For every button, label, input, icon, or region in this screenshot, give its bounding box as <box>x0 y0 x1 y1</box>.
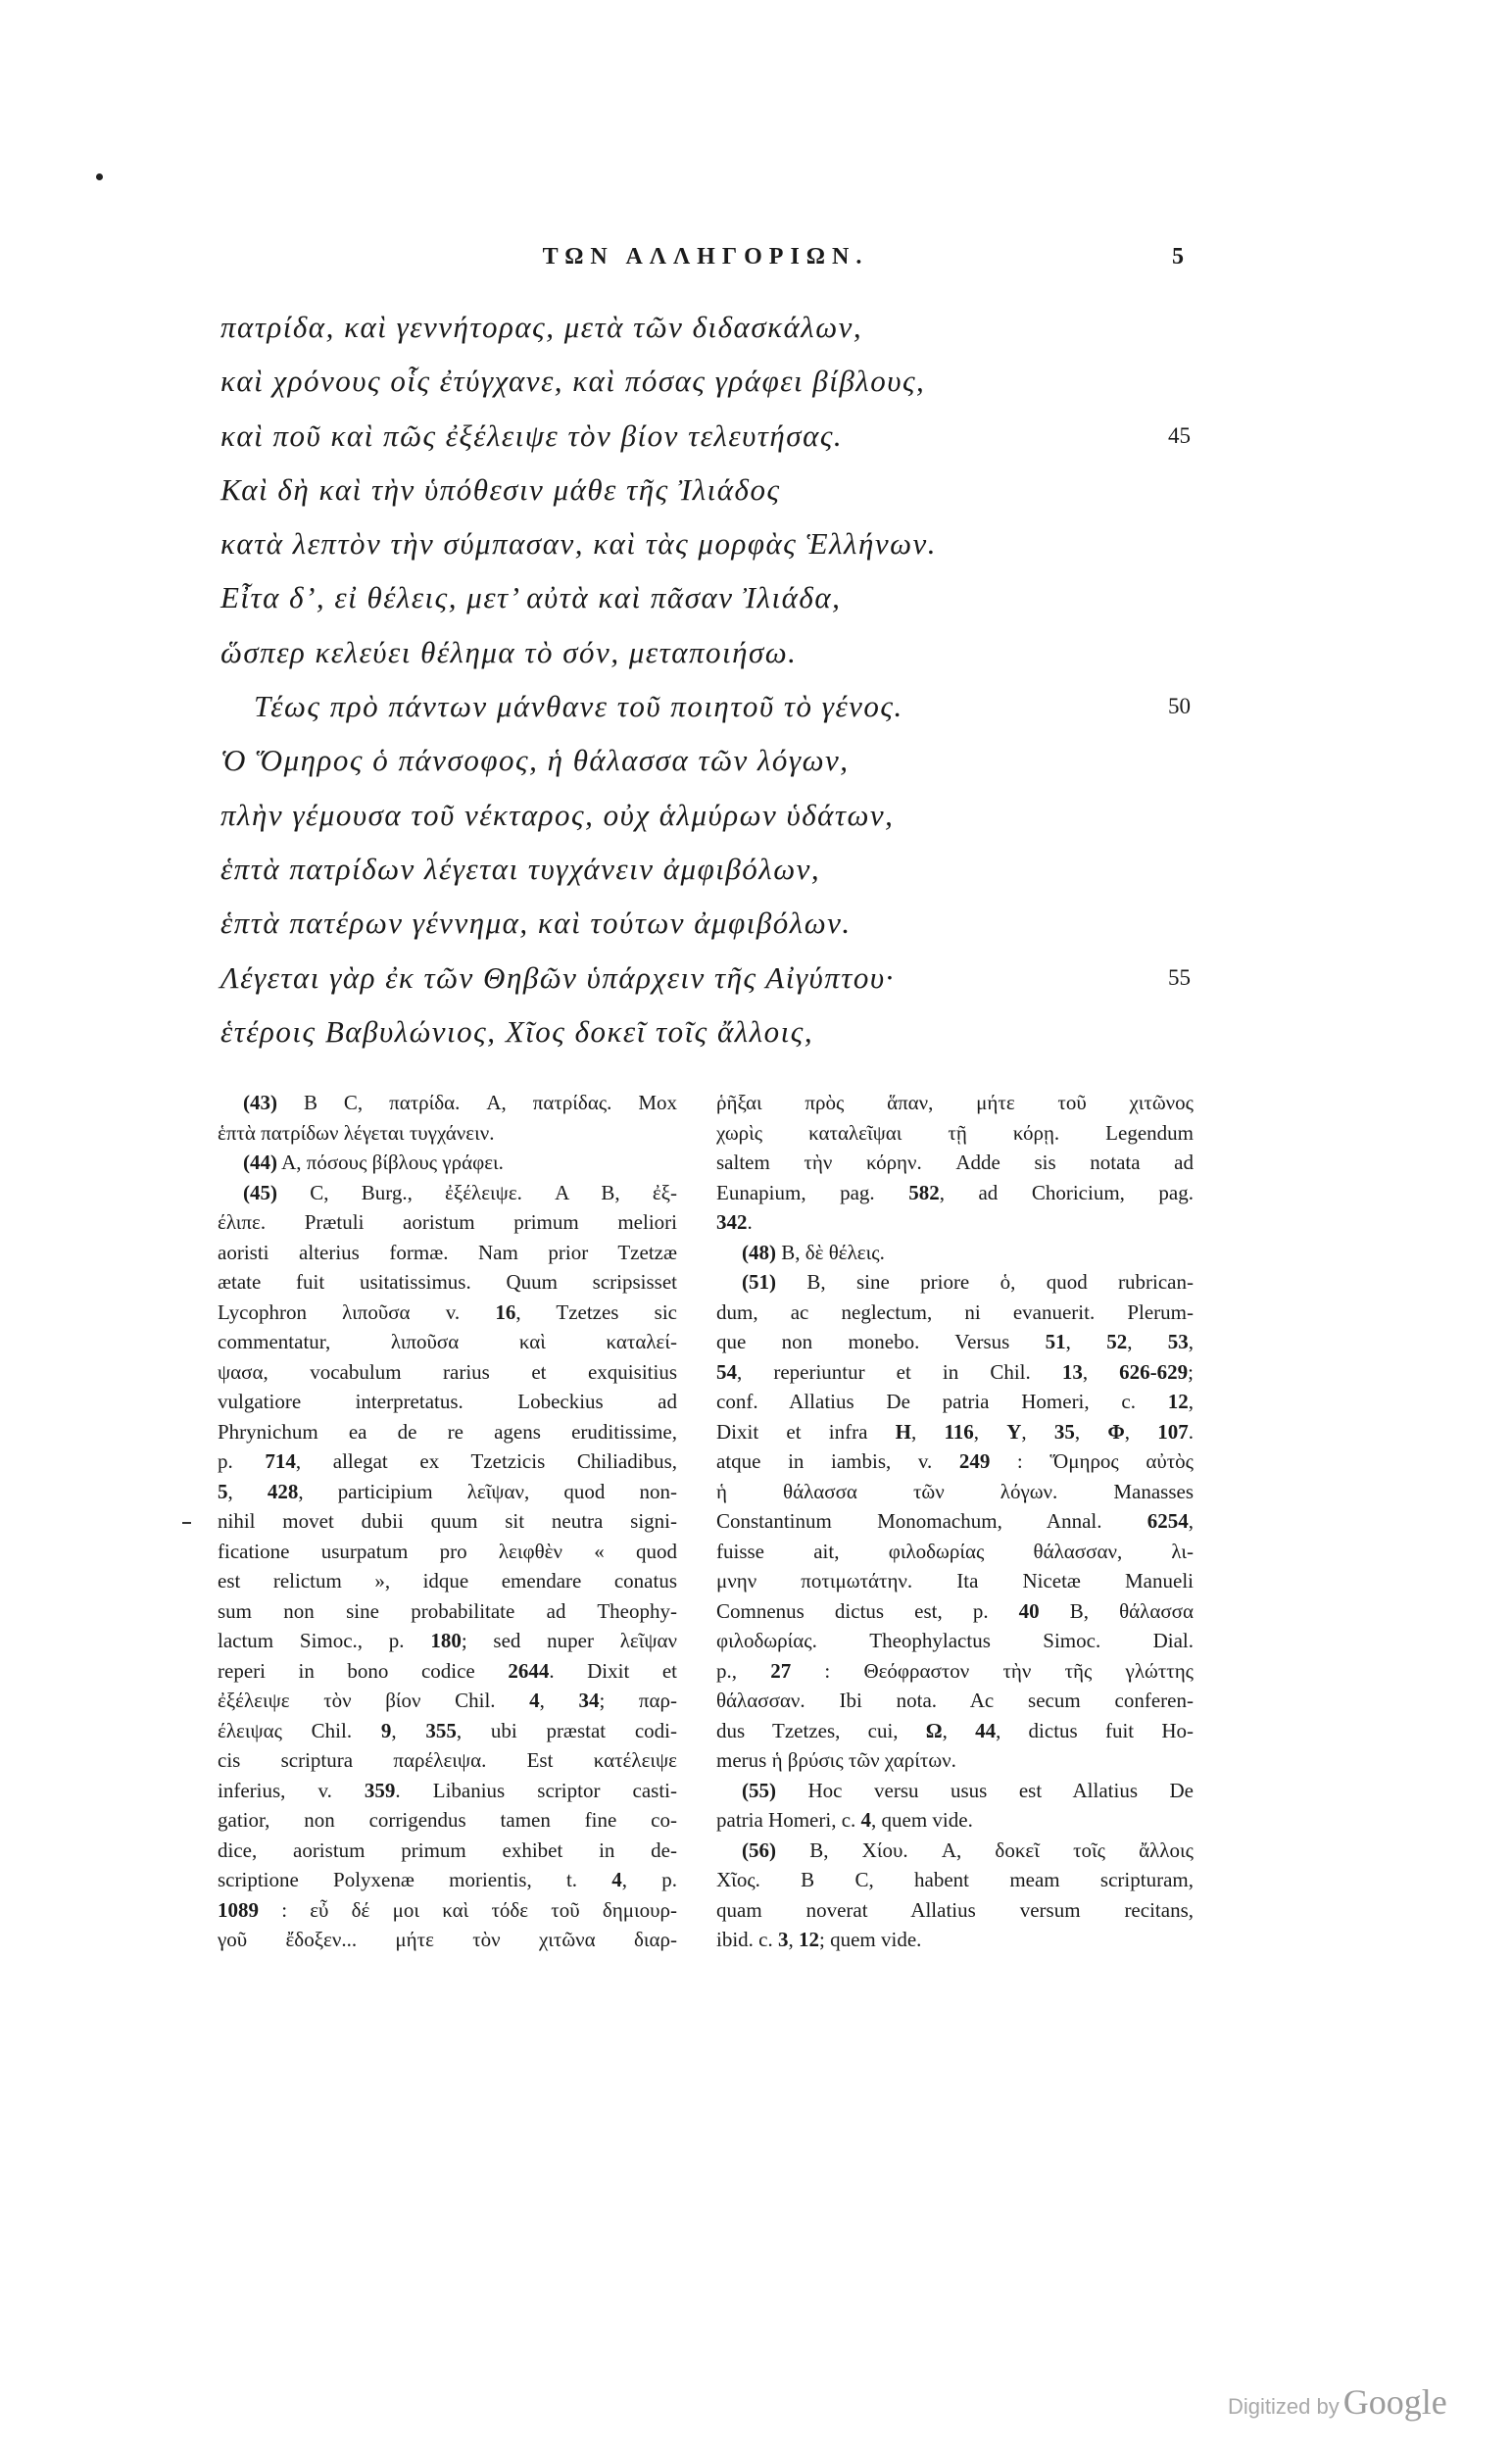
note-line <box>716 1477 1194 1507</box>
note-line <box>218 1267 677 1298</box>
note-line <box>218 1446 677 1477</box>
note-text: reperi in bono codice <box>218 1658 509 1683</box>
note-text: B, sine priore ὁ, quod rubrican- <box>806 1270 1194 1294</box>
verse-line <box>220 409 1191 463</box>
bold-reference: Φ <box>1107 1419 1125 1444</box>
verse-line <box>220 951 1191 1004</box>
bold-reference: Υ <box>1006 1419 1022 1444</box>
note-line <box>218 1118 677 1149</box>
note-number: (56) <box>742 1838 776 1862</box>
note-text: , Tzetzes sic <box>515 1299 677 1324</box>
note-line <box>716 1327 1194 1357</box>
verse-line-text: ἑτέροις Βαβυλώνιος, Χῖος δοκεῖ τοῖς ἄλλοις, <box>220 1013 814 1049</box>
note-text: , <box>539 1689 579 1712</box>
verse-line <box>220 679 1191 733</box>
verse-line-text: ὥσπερ κελεύει θέλημα τὸ σόν, μεταποιήσω. <box>220 634 798 669</box>
note-line <box>218 1865 677 1895</box>
note-line <box>218 1686 677 1716</box>
note-text: , <box>227 1479 268 1503</box>
running-head: ΤΩΝ ΑΛΛΗΓΟΡΙΩΝ. <box>542 244 869 270</box>
note-text: saltem τὴν κόρην. Adde sis notata ad <box>716 1151 1194 1174</box>
note-paragraph <box>716 1267 1194 1776</box>
bold-reference: 3 <box>778 1928 789 1951</box>
note-paragraph <box>716 1238 1194 1268</box>
note-line <box>716 1238 1194 1268</box>
note-text: merus ἡ βρύσις τῶν χαρίτων. <box>716 1748 956 1772</box>
note-text: ἡ θάλασσα τῶν λόγων. Manasses <box>716 1479 1194 1503</box>
note-text: fuisse ait, φιλοδωρίας θάλασσαν, λι- <box>716 1539 1194 1563</box>
note-line <box>218 1925 677 1955</box>
note-text: conf. Allatius De patria Homeri, c. <box>716 1390 1168 1413</box>
line-number: 55 <box>1168 964 1191 990</box>
note-text: , <box>910 1419 945 1444</box>
bold-reference: 9 <box>380 1718 392 1742</box>
note-text: Lycophron λιποῦσα v. <box>218 1299 496 1324</box>
note-text: . <box>1188 1419 1194 1444</box>
note-text: ψασα, vocabulum rarius et exquisitius <box>218 1359 677 1384</box>
note-text: est relictum », idque emendare conatus <box>218 1569 677 1592</box>
note-text: , ubi præstat codi- <box>456 1718 677 1742</box>
notes-column-right <box>716 1088 1194 1955</box>
bold-reference: 714 <box>265 1449 296 1473</box>
note-line <box>716 1716 1194 1746</box>
note-text: dice, aoristum primum exhibet in de- <box>218 1838 677 1862</box>
note-text: μνην ποτιμωτάτην. Ita Nicetæ Manueli <box>716 1569 1194 1592</box>
note-text: quam noverat Allatius versum recitans, <box>716 1897 1194 1922</box>
note-line <box>716 1686 1194 1716</box>
note-text: B, Χίου. A, δοκεῖ τοῖς ἄλλοις <box>809 1838 1194 1862</box>
note-number: (45) <box>243 1180 277 1204</box>
bold-reference: 4 <box>611 1868 622 1891</box>
bold-reference: 180 <box>430 1629 462 1652</box>
verse-line-text: καὶ ποῦ καὶ πῶς ἐξέλειψε τὸν βίον τελευτήσας. <box>220 417 844 453</box>
note-text: vulgatiore interpretatus. Lobeckius ad <box>218 1390 677 1413</box>
note-line <box>716 1506 1194 1537</box>
note-line <box>218 1805 677 1836</box>
bold-reference: 2644 <box>508 1658 550 1683</box>
note-text: έλειψας Chil. <box>218 1718 381 1742</box>
note-text: , <box>391 1718 426 1742</box>
note-line <box>716 1298 1194 1328</box>
bold-reference: 13 <box>1061 1359 1083 1384</box>
note-text: atque in iambis, v. <box>716 1449 959 1473</box>
note-text: p., <box>716 1658 771 1683</box>
note-line <box>716 1267 1194 1298</box>
bold-reference: 34 <box>578 1689 600 1712</box>
note-text: inferius, v. <box>218 1778 365 1802</box>
note-line <box>218 1537 677 1567</box>
note-text: ἐξέλειψε τὸν βίον Chil. <box>218 1689 530 1712</box>
verse-line-text: κατὰ λεπτὸν τὴν σύμπασαν, καὶ τὰς μορφὰς Ἑλλήνων. <box>220 526 937 562</box>
note-text: , allegat ex Tzetzicis Chiliadibus, <box>295 1449 677 1473</box>
verse-line <box>220 300 1191 354</box>
note-text: B, δὲ θέλεις. <box>781 1240 885 1264</box>
verse-line-text: Τέως πρὸ πάντων μάνθανε τοῦ ποιητοῦ τὸ γένος. <box>254 689 903 724</box>
note-text: Hoc versu usus est Allatius De <box>807 1778 1194 1802</box>
note-paragraph <box>716 1776 1194 1836</box>
note-line <box>716 1895 1194 1926</box>
bold-reference: 52 <box>1106 1330 1128 1353</box>
note-line <box>716 1537 1194 1567</box>
note-text: . Libanius scriptor casti- <box>395 1778 677 1802</box>
page-number: 5 <box>1172 244 1184 270</box>
verse-line-text: πατρίδα, καὶ γεννήτορας, μετὰ τῶν διδασκάλων, <box>220 310 863 344</box>
note-text: sum non sine probabilitate ad Theophy- <box>218 1598 677 1623</box>
note-line <box>218 1776 677 1806</box>
note-paragraph <box>716 1836 1194 1955</box>
note-line <box>716 1626 1194 1656</box>
note-text: ; <box>1188 1359 1194 1384</box>
note-line <box>716 1566 1194 1596</box>
note-text: , <box>1127 1330 1168 1353</box>
notes-column-left <box>218 1088 677 1955</box>
bold-reference: 355 <box>425 1718 457 1742</box>
stray-ink-dot <box>96 173 103 180</box>
digitized-label: Digitized by <box>1228 2394 1340 2419</box>
note-line <box>218 1596 677 1627</box>
note-line <box>218 1506 677 1537</box>
verse-line-text: Λέγεται γὰρ ἐκ τῶν Θηβῶν ὑπάρχειν τῆς Αἰγύπτου· <box>220 959 895 995</box>
bold-reference: 5 <box>218 1479 228 1503</box>
note-text: , <box>1188 1509 1194 1533</box>
note-text: Phrynichum ea de re agens eruditissime, <box>218 1419 677 1444</box>
note-text: A, πόσους βίβλους γράφει. <box>281 1151 504 1174</box>
note-line <box>716 1088 1194 1118</box>
note-text: B, θάλασσα <box>1039 1598 1194 1623</box>
bold-reference: 6254 <box>1146 1509 1189 1533</box>
note-text: cis scriptura παρέλειψα. Est κατέλειψε <box>218 1748 677 1772</box>
note-line <box>218 1626 677 1656</box>
note-number: (51) <box>742 1270 776 1294</box>
verse-line <box>220 896 1191 950</box>
note-text: χωρὶς καταλεῖψαι τῇ κόρῃ. Legendum <box>716 1120 1194 1145</box>
verse-line-text: Εἶτα δ’, εἰ θέλεις, μετ’ αὐτὰ καὶ πᾶσαν Ἰλιάδα, <box>220 580 842 615</box>
bold-reference: Η <box>895 1419 911 1444</box>
bold-reference: 1089 <box>218 1897 259 1922</box>
note-text: lactum Simoc., p. <box>218 1629 431 1652</box>
note-text: ; παρ- <box>599 1689 677 1712</box>
note-text: : εὖ δέ μοι καὶ τόδε τοῦ δημιουρ- <box>259 1897 677 1922</box>
note-text: gatior, non corrigendus tamen fine co- <box>218 1808 677 1832</box>
note-line <box>716 1925 1194 1955</box>
note-text: Dixit et infra <box>716 1419 896 1444</box>
note-text: : Θεόφραστον τὴν τῆς γλώττης <box>791 1658 1194 1683</box>
note-text: commentatur, λιποῦσα καὶ καταλεί- <box>218 1330 677 1353</box>
bold-reference: 582 <box>908 1180 940 1204</box>
note-text: C, Burg., ἐξέλειψε. A B, ἐξ- <box>310 1180 677 1204</box>
note-line <box>716 1656 1194 1687</box>
note-number: (55) <box>742 1778 776 1802</box>
note-text: , reperiuntur et in Chil. <box>737 1359 1062 1384</box>
stray-ink-dash <box>182 1522 191 1524</box>
verse-line <box>220 733 1191 787</box>
note-line <box>218 1327 677 1357</box>
note-text: , ad Choricium, pag. <box>939 1180 1195 1204</box>
note-text: έλιπε. Prætuli aoristum primum meliori <box>218 1210 677 1234</box>
note-text: que non monebo. Versus <box>716 1330 1046 1353</box>
bold-reference: 54 <box>716 1359 737 1384</box>
note-text: ibid. c. <box>716 1928 778 1951</box>
bold-reference: 342 <box>716 1210 748 1234</box>
note-paragraph <box>716 1088 1194 1238</box>
note-line <box>716 1178 1194 1208</box>
bold-reference: 27 <box>770 1658 792 1683</box>
note-text: θάλασσαν. Ibi nota. Ac secum conferen- <box>716 1689 1194 1712</box>
note-text: , <box>1074 1419 1108 1444</box>
note-text: , participium λεῖψαν, quod non- <box>298 1479 678 1503</box>
note-text: , <box>788 1928 799 1951</box>
note-paragraph <box>218 1178 677 1955</box>
note-text: . Dixit et <box>549 1658 677 1683</box>
bold-reference: 12 <box>799 1928 819 1951</box>
verse-line <box>220 842 1191 896</box>
verse-line <box>220 788 1191 842</box>
note-text: dus Tzetzes, cui, <box>716 1718 926 1742</box>
verse-line <box>220 570 1191 624</box>
note-text: p. <box>218 1449 266 1473</box>
note-text: ficatione usurpatum pro λειφθὲν « quod <box>218 1539 677 1563</box>
note-text: nihil movet dubii quum sit neutra signi- <box>218 1509 677 1533</box>
note-line <box>716 1776 1194 1806</box>
note-number: (44) <box>243 1151 277 1174</box>
note-text: Constantinum Monomachum, Annal. <box>716 1509 1147 1533</box>
note-text: , <box>1082 1359 1120 1384</box>
verse-line-text: Ὁ Ὅμηρος ὁ πάνσοφος, ἡ θάλασσα τῶν λόγων, <box>220 743 850 778</box>
note-number: (43) <box>243 1091 277 1114</box>
bold-reference: 116 <box>944 1419 974 1444</box>
note-text: , quem vide. <box>871 1808 973 1832</box>
google-logo: Google <box>1342 2382 1447 2422</box>
note-text: , <box>1065 1330 1107 1353</box>
note-line <box>218 1895 677 1926</box>
bold-reference: 44 <box>975 1718 997 1742</box>
note-line <box>218 1477 677 1507</box>
bold-reference: 51 <box>1045 1330 1066 1353</box>
verse-line-text: ἑπτὰ πατέρων γέννημα, καὶ τούτων ἀμφιβόλων. <box>220 906 852 941</box>
note-text: scriptione Polyxenæ morientis, t. <box>218 1868 612 1891</box>
note-line <box>218 1298 677 1328</box>
verse-line <box>220 354 1191 408</box>
note-text: , <box>1021 1419 1054 1444</box>
note-line <box>716 1836 1194 1866</box>
note-line <box>716 1207 1194 1238</box>
note-text: φιλοδωρίας. Theophylactus Simoc. Dial. <box>716 1629 1194 1652</box>
note-line <box>218 1357 677 1388</box>
note-line <box>218 1836 677 1866</box>
note-text: ῥῆξαι πρὸς ἅπαν, μήτε τοῦ χιτῶνος <box>716 1091 1194 1114</box>
note-text: : Ὅμηρος αὐτὸς <box>990 1449 1194 1473</box>
note-text: , <box>942 1718 976 1742</box>
bold-reference: 12 <box>1167 1390 1189 1413</box>
note-text: γοῦ ἔδοξεν... μήτε τὸν χιτῶνα διαρ- <box>218 1928 677 1951</box>
note-line <box>716 1417 1194 1447</box>
bold-reference: Ω <box>925 1718 943 1742</box>
verse-line-text: Καὶ δὴ καὶ τὴν ὑπόθεσιν μάθε τῆς Ἰλιάδος <box>220 471 781 507</box>
note-line <box>218 1148 677 1178</box>
note-line <box>716 1387 1194 1417</box>
note-line <box>716 1118 1194 1149</box>
note-number: (48) <box>742 1240 776 1264</box>
note-paragraph <box>218 1088 677 1148</box>
note-text: Χῖος. B C, habent meam scripturam, <box>716 1868 1194 1891</box>
note-text: , <box>1188 1390 1194 1413</box>
note-line <box>716 1148 1194 1178</box>
note-text: ἑπτὰ πατρίδων λέγεται τυγχάνειν. <box>218 1120 495 1145</box>
bold-reference: 107 <box>1157 1419 1189 1444</box>
note-line <box>218 1178 677 1208</box>
bold-reference: 4 <box>529 1689 540 1712</box>
bold-reference: 626-629 <box>1119 1359 1189 1384</box>
note-line <box>716 1596 1194 1627</box>
note-text: dum, ac neglectum, ni evanuerit. Plerum- <box>716 1299 1194 1324</box>
note-text: Comnenus dictus est, p. <box>716 1598 1019 1623</box>
note-line <box>218 1207 677 1238</box>
bold-reference: 16 <box>495 1299 516 1324</box>
verse-line <box>220 625 1191 679</box>
note-line <box>218 1566 677 1596</box>
note-text: , dictus fuit Ho- <box>996 1718 1195 1742</box>
note-text: , p. <box>621 1868 678 1891</box>
line-number: 50 <box>1168 694 1191 719</box>
line-number: 45 <box>1168 422 1191 448</box>
note-text: B C, πατρίδα. A, πατρίδας. Mox <box>303 1091 678 1114</box>
note-line <box>716 1357 1194 1388</box>
note-line <box>716 1745 1194 1776</box>
bold-reference: 35 <box>1053 1419 1075 1444</box>
note-line <box>218 1088 677 1118</box>
note-line <box>218 1745 677 1776</box>
note-line <box>716 1446 1194 1477</box>
note-text: , <box>1124 1419 1158 1444</box>
note-text: ; sed nuper λεῖψαν <box>461 1629 677 1652</box>
note-line <box>716 1865 1194 1895</box>
verse-line <box>220 1004 1191 1058</box>
note-line <box>716 1805 1194 1836</box>
digitized-watermark <box>1228 2381 1447 2423</box>
bold-reference: 40 <box>1018 1598 1040 1623</box>
verse-line <box>220 516 1191 570</box>
note-text: , <box>973 1419 1007 1444</box>
note-text: . <box>747 1210 753 1234</box>
note-line <box>218 1716 677 1746</box>
note-text: ; quem vide. <box>819 1928 922 1951</box>
verse-line-text: καὶ χρόνους οἷς ἐτύγχανε, καὶ πόσας γράφει βίβλους, <box>220 364 926 399</box>
bold-reference: 249 <box>958 1449 991 1473</box>
note-text: aoristi alterius formæ. Nam prior Tzetzæ <box>218 1240 677 1264</box>
note-line <box>218 1238 677 1268</box>
bold-reference: 359 <box>364 1778 396 1802</box>
note-line <box>218 1387 677 1417</box>
bold-reference: 4 <box>860 1808 872 1832</box>
note-line <box>218 1656 677 1687</box>
note-line <box>218 1417 677 1447</box>
note-paragraph <box>218 1148 677 1178</box>
note-text: patria Homeri, c. <box>716 1808 861 1832</box>
verse-line-text: ἑπτὰ πατρίδων λέγεται τυγχάνειν ἀμφιβόλων, <box>220 851 821 886</box>
note-text: ætate fuit usitatissimus. Quum scripsisset <box>218 1270 677 1294</box>
note-text: , <box>1188 1330 1195 1353</box>
note-text: Eunapium, pag. <box>716 1180 909 1204</box>
verse-line <box>220 463 1191 516</box>
verse-text <box>220 300 1191 1058</box>
verse-line-text: πλὴν γέμουσα τοῦ νέκταρος, οὐχ ἁλμύρων ὑδάτων, <box>220 797 895 832</box>
bold-reference: 428 <box>267 1479 299 1503</box>
bold-reference: 53 <box>1167 1330 1189 1353</box>
